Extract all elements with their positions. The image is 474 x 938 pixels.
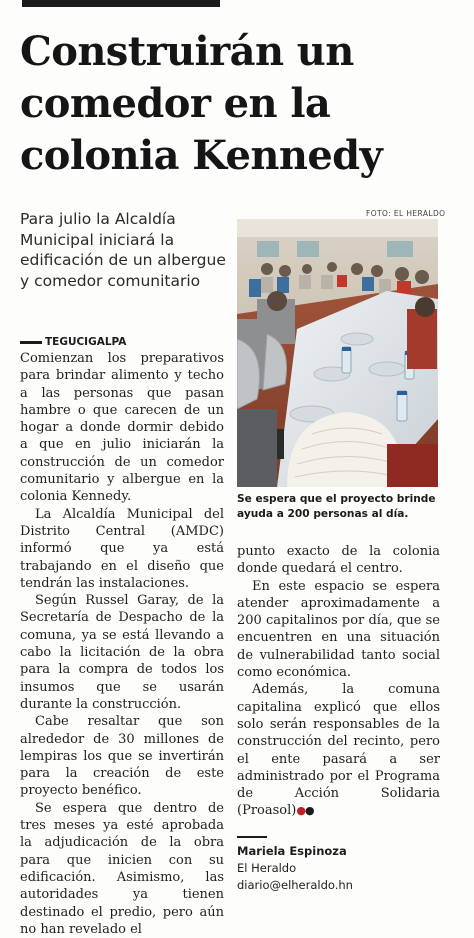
deck-subheadline: Para julio la Alcaldía Municipal iniciará la edificación de un albergue y comedor comunitario (20, 210, 226, 290)
photo-caption: Se espera que el proyecto brinde ayuda a 200 personas al día. (237, 493, 436, 520)
body-paragraph: punto exacto de la colonia donde quedará el centro. (237, 544, 440, 577)
byline-rule (237, 836, 267, 838)
byline (237, 836, 440, 894)
body-column-1 (20, 350, 224, 938)
outlet-name: El Heraldo (237, 860, 297, 875)
author-email[interactable]: diario@elheraldo.hn (237, 877, 353, 892)
body-column-2 (237, 543, 440, 894)
article-photo (237, 219, 438, 487)
body-paragraph-text: Además, la comuna capitalina explicó que ellos solo serán responsables de la construcción del recinto, pero el ente pasará a ser administrado por el Programa de Acción Solidaria (Proasol) (237, 682, 440, 819)
body-paragraph: En este espacio se espera atender aproximadamente a 200 capitalinos por día, que se encuentren en una situación de vulnerabilidad tanto social como económica. (237, 578, 440, 681)
end-mark-icon: ●● (296, 804, 314, 818)
body-paragraph: La Alcaldía Municipal del Distrito Central (AMDC) informó que ya está trabajando en el diseño que tendrán las instalaciones. (20, 506, 224, 591)
headline: Construirán un comedor en la colonia Kennedy (20, 28, 383, 179)
dateline-text: TEGUCIGALPA (45, 336, 127, 348)
body-paragraph: Según Russel Garay, de la Secretaría de Despacho de la comuna, ya se está llevando a cabo la licitación de la obra para la compra de todos los insumos que se usarán durante la construcción. (20, 593, 224, 712)
body-paragraph (237, 681, 440, 819)
body-paragraph: Se espera que dentro de tres meses ya esté aprobada la adjudicación de la obra para que inicien con su edificación. Asimismo, las autoridades ya tienen destinado el predio, pero aún no han revelado el (20, 800, 224, 937)
body-paragraph: Comienzan los preparativos para brindar alimento y techo a las personas que pasan hambre o que carecen de un hogar a donde dormir debido a que en julio iniciarán la construcción de un comedor comunitario y albergue en la colonia Kennedy. (20, 351, 224, 505)
dateline (20, 336, 126, 348)
top-rule (22, 0, 220, 7)
photo-credit: FOTO: EL HERALDO (366, 209, 446, 218)
body-paragraph: Cabe resaltar que son alrededor de 30 millones de lempiras los que se invertirán para la creación de este proyecto benéfico. (20, 714, 224, 799)
author-name: Mariela Espinoza (237, 843, 347, 858)
dateline-rule (20, 341, 42, 344)
